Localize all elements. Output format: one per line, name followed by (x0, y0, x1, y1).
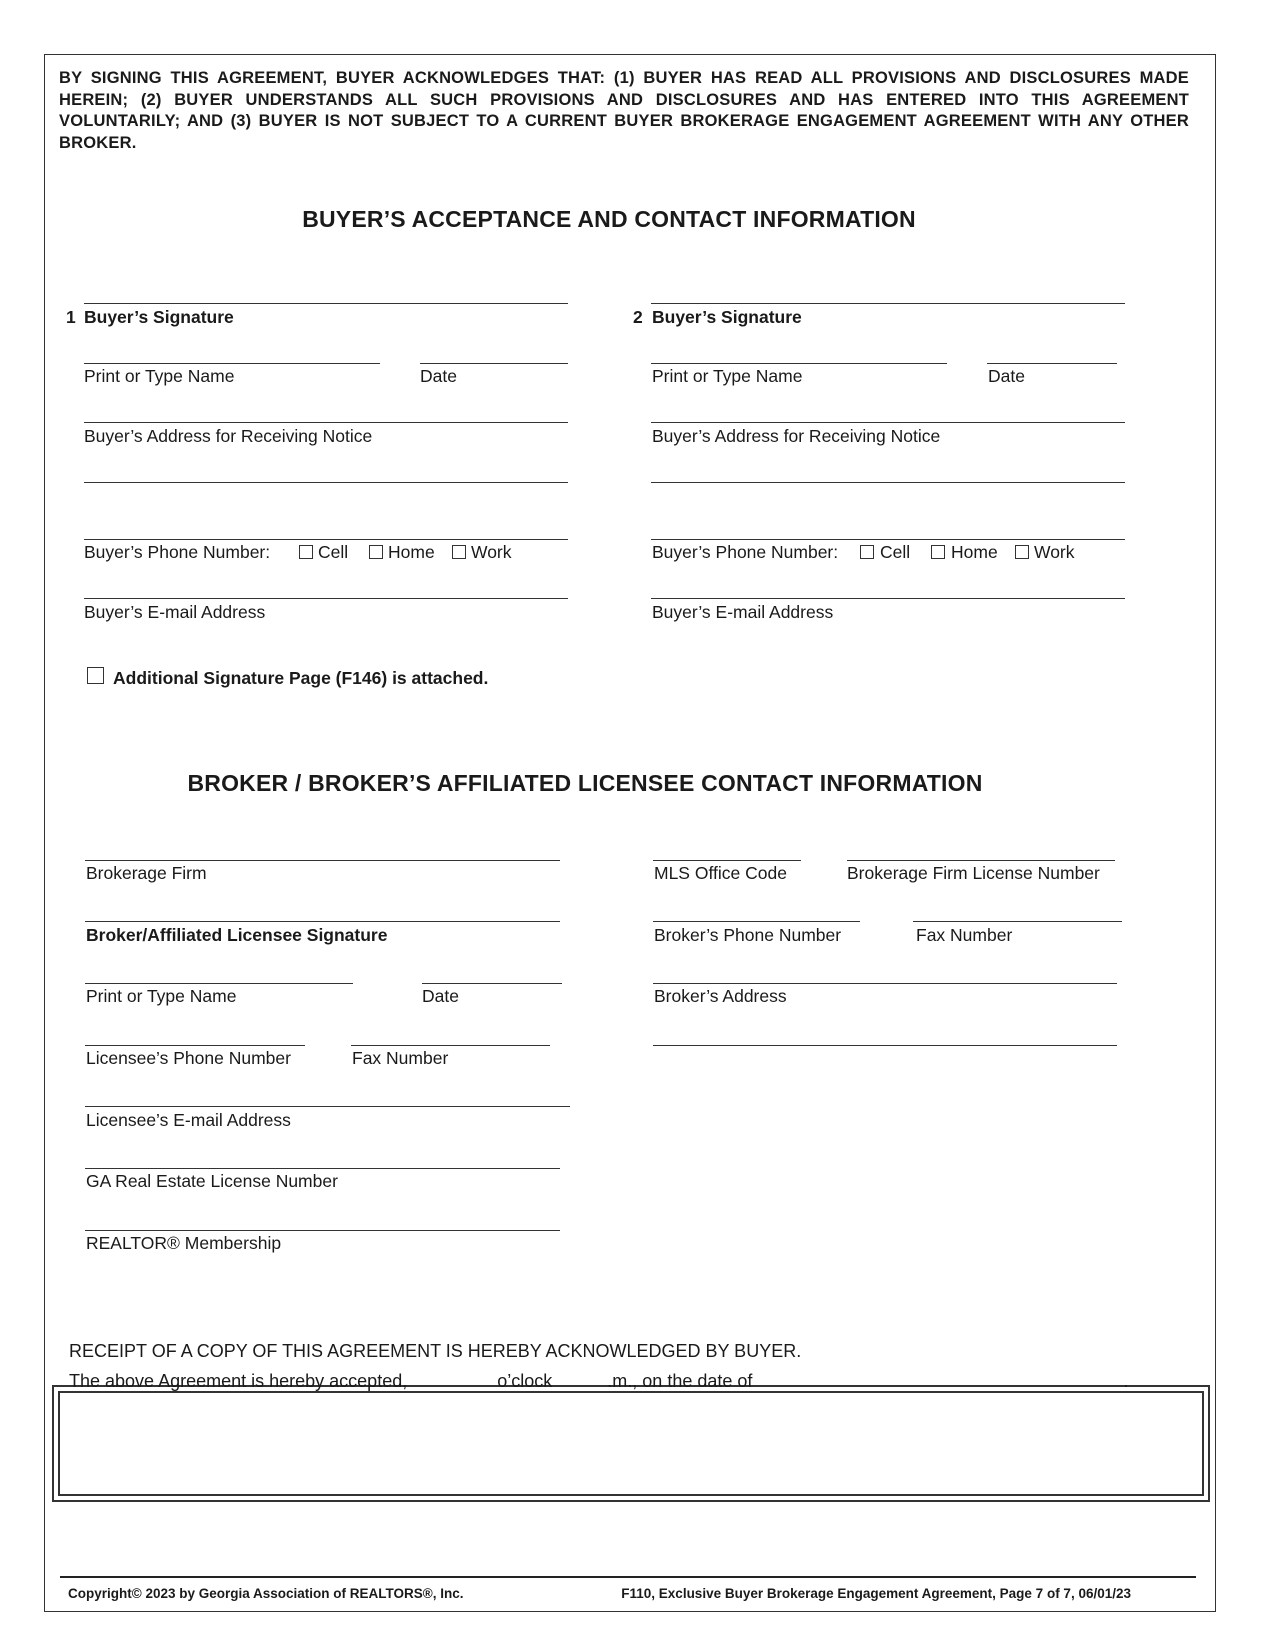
broker-date-label: Date (422, 986, 459, 1006)
broker-phone-label: Broker’s Phone Number (654, 925, 842, 945)
footer-divider (60, 1576, 1196, 1578)
mls-office-code-line[interactable] (653, 860, 801, 861)
buyer2-home-checkbox[interactable] (931, 545, 945, 559)
licensee-fax-label: Fax Number (352, 1048, 449, 1068)
buyer2-number: 2 (633, 307, 643, 327)
buyer2-date-label: Date (988, 366, 1025, 386)
broker-phone-line[interactable] (653, 921, 860, 922)
receipt-date-text: .m., on the date of (607, 1371, 753, 1391)
buyer2-address-label: Buyer’s Address for Receiving Notice (652, 426, 941, 446)
licensee-signature-label: Broker/Affiliated Licensee Signature (86, 925, 388, 945)
buyer1-signature-label: Buyer’s Signature (84, 307, 234, 327)
buyer2-name-label: Print or Type Name (652, 366, 803, 386)
receipt-acceptance-line (69, 1371, 1128, 1392)
buyer1-work-checkbox[interactable] (452, 545, 466, 559)
receipt-date-blank[interactable] (757, 1371, 1123, 1387)
firm-license-label: Brokerage Firm License Number (847, 863, 1100, 883)
licensee-email-label: Licensee’s E-mail Address (86, 1110, 291, 1130)
buyer1-email-label: Buyer’s E-mail Address (84, 602, 266, 622)
mls-office-code-label: MLS Office Code (654, 863, 787, 883)
licensee-fax-line[interactable] (351, 1045, 550, 1046)
buyer2-date-line[interactable] (987, 363, 1117, 364)
buyer-section-heading: BUYER’S ACCEPTANCE AND CONTACT INFORMATION (302, 206, 916, 232)
buyer1-home-checkbox[interactable] (369, 545, 383, 559)
broker-fax-label: Fax Number (916, 925, 1013, 945)
buyer2-address-line[interactable] (651, 422, 1125, 423)
receipt-acknowledgement: RECEIPT OF A COPY OF THIS AGREEMENT IS HEREBY ACKNOWLEDGED BY BUYER. (69, 1341, 802, 1361)
broker-name-line[interactable] (85, 983, 353, 984)
footer-copyright: Copyright© 2023 by Georgia Association of REALTORS®, Inc. (68, 1586, 464, 1601)
buyer2-phone-label: Buyer’s Phone Number: (652, 542, 839, 562)
broker-address-line-2[interactable] (653, 1045, 1117, 1046)
buyer1-name-label: Print or Type Name (84, 366, 235, 386)
buyer1-work-label: Work (471, 542, 512, 562)
buyer2-cell-label: Cell (880, 542, 911, 562)
realtor-membership-label: REALTOR® Membership (86, 1233, 282, 1253)
buyer2-home-label: Home (951, 542, 998, 562)
buyer2-work-checkbox[interactable] (1015, 545, 1029, 559)
licensee-signature-line[interactable] (85, 921, 560, 922)
realtor-membership-line[interactable] (85, 1230, 560, 1231)
receipt-oclock-text: o’clock (497, 1371, 553, 1391)
acknowledgement-text: BY SIGNING THIS AGREEMENT, BUYER ACKNOWLEDGES THAT: (1) BUYER HAS READ ALL PROVISIONS AND DISCLOSURES MADE HEREIN; (2) BUYER UNDERSTANDS ALL SUCH PROVISIONS AND DISCLOSURES AND HAS ENTERED INTO THIS AGREEMENT VOLUNTARILY; AND (3) BUYER IS NOT SUBJECT TO A CURRENT BUYER BROKERAGE ENGAGEMENT AGREEMENT WITH ANY OTHER BROKER. (59, 69, 1189, 152)
licensee-email-line[interactable] (85, 1106, 570, 1107)
buyer1-address-label: Buyer’s Address for Receiving Notice (84, 426, 373, 446)
broker-name-label: Print or Type Name (86, 986, 237, 1006)
broker-address-label: Broker’s Address (654, 986, 787, 1006)
buyer2-cell-checkbox[interactable] (860, 545, 874, 559)
buyer2-email-line[interactable] (651, 598, 1125, 599)
buyer2-work-label: Work (1034, 542, 1075, 562)
buyer1-address-line-2[interactable] (84, 482, 568, 483)
buyer1-phone-line[interactable] (84, 539, 568, 540)
buyer2-name-line[interactable] (651, 363, 947, 364)
broker-date-line[interactable] (422, 983, 562, 984)
licensee-phone-label: Licensee’s Phone Number (86, 1048, 291, 1068)
footer-form-info: F110, Exclusive Buyer Brokerage Engagement Agreement, Page 7 of 7, 06/01/23 (621, 1586, 1131, 1601)
buyer1-date-line[interactable] (420, 363, 568, 364)
buyer1-phone-label: Buyer’s Phone Number: (84, 542, 271, 562)
brokerage-firm-label: Brokerage Firm (86, 863, 207, 883)
broker-address-line[interactable] (653, 983, 1117, 984)
buyer1-signature-line[interactable] (84, 303, 568, 304)
additional-signature-label: Additional Signature Page (F146) is attached. (113, 668, 489, 688)
buyer2-signature-label: Buyer’s Signature (652, 307, 802, 327)
receipt-ampm-blank[interactable] (557, 1371, 607, 1387)
buyer2-email-label: Buyer’s E-mail Address (652, 602, 834, 622)
receipt-accepted-text: The above Agreement is hereby accepted, (69, 1371, 408, 1391)
buyer1-home-label: Home (388, 542, 435, 562)
buyer2-address-line-2[interactable] (651, 482, 1125, 483)
firm-license-line[interactable] (847, 860, 1115, 861)
brokerage-firm-line[interactable] (85, 860, 560, 861)
buyer1-date-label: Date (420, 366, 457, 386)
receipt-time-blank[interactable] (412, 1371, 492, 1387)
buyer1-cell-checkbox[interactable] (299, 545, 313, 559)
buyer1-email-line[interactable] (84, 598, 568, 599)
buyer2-signature-line[interactable] (651, 303, 1125, 304)
buyer1-cell-label: Cell (318, 542, 349, 562)
licensee-phone-line[interactable] (85, 1045, 305, 1046)
broker-section-heading: BROKER / BROKER’S AFFILIATED LICENSEE CONTACT INFORMATION (187, 770, 983, 796)
buyer1-number: 1 (66, 307, 76, 327)
receipt-period: . (1123, 1371, 1129, 1391)
ga-license-label: GA Real Estate License Number (86, 1171, 338, 1191)
buyer1-address-line[interactable] (84, 422, 568, 423)
receipt-box (58, 1391, 1204, 1496)
additional-signature-checkbox[interactable] (87, 667, 104, 684)
buyer1-name-line[interactable] (84, 363, 380, 364)
buyer2-phone-line[interactable] (651, 539, 1125, 540)
ga-license-line[interactable] (85, 1168, 560, 1169)
broker-fax-line[interactable] (913, 921, 1122, 922)
